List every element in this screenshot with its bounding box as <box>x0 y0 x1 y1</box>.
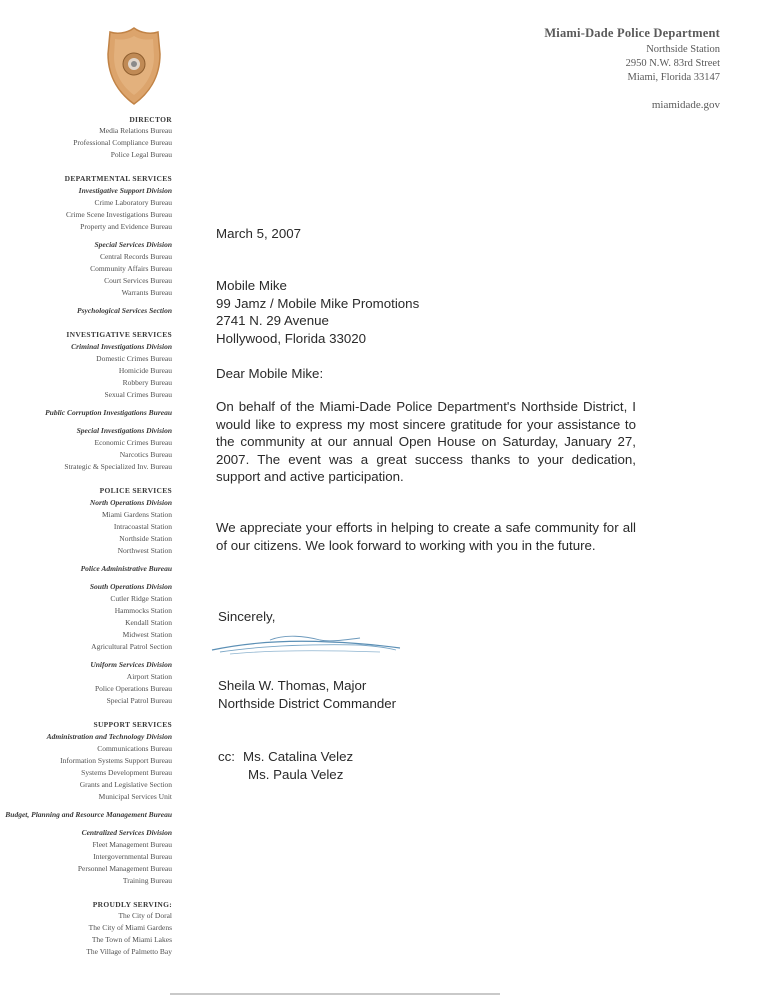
recipient-company: 99 Jamz / Mobile Mike Promotions <box>216 295 420 311</box>
directory-item: Northwest Station <box>117 546 172 555</box>
directory-item: Training Bureau <box>122 876 172 885</box>
directory-item: Intergovernmental Bureau <box>93 852 172 861</box>
directory-item: Northside Station <box>119 534 172 543</box>
directory-item: Community Affairs Bureau <box>90 264 172 273</box>
directory-item: Robbery Bureau <box>122 378 172 387</box>
directory-item: The Village of Palmetto Bay <box>86 947 172 956</box>
directory-item: Police Legal Bureau <box>110 150 172 159</box>
department-directory-sidebar <box>2 114 172 970</box>
directory-item: Special Patrol Bureau <box>106 696 172 705</box>
directory-item: Airport Station <box>126 672 172 681</box>
directory-division: Special Services Division <box>94 240 172 249</box>
cc-block <box>218 748 353 784</box>
directory-section-title: DIRECTOR <box>129 115 172 124</box>
directory-section <box>2 114 172 161</box>
directory-item: Miami Gardens Station <box>102 510 172 519</box>
directory-item: Midwest Station <box>122 630 172 639</box>
directory-item: Narcotics Bureau <box>119 450 172 459</box>
directory-item: Municipal Services Unit <box>98 792 172 801</box>
directory-item: Agricultural Patrol Section <box>91 642 172 651</box>
directory-spacer <box>2 233 172 238</box>
directory-item: Communications Bureau <box>97 744 172 753</box>
directory-spacer <box>2 821 172 826</box>
directory-item: Personnel Management Bureau <box>77 864 172 873</box>
directory-item: The City of Doral <box>118 911 172 920</box>
organization-name: Miami-Dade Police Department <box>544 26 720 40</box>
directory-item: Intracoastal Station <box>113 522 172 531</box>
directory-item: Warrants Bureau <box>121 288 172 297</box>
directory-division: Investigative Support Division <box>78 186 172 195</box>
directory-item: Crime Scene Investigations Bureau <box>65 210 172 219</box>
directory-item: The City of Miami Gardens <box>88 923 172 932</box>
directory-item: Fleet Management Bureau <box>92 840 172 849</box>
directory-spacer <box>2 299 172 304</box>
cc-recipient: Ms. Catalina Velez <box>243 749 354 764</box>
directory-division: Uniform Services Division <box>90 660 172 669</box>
directory-division: Public Corruption Investigations Bureau <box>45 408 172 417</box>
letter-date: March 5, 2007 <box>216 226 302 241</box>
directory-item: Kendall Station <box>125 618 172 627</box>
directory-section-title: DEPARTMENTAL SERVICES <box>64 174 172 183</box>
directory-division: Centralized Services Division <box>81 828 172 837</box>
directory-section <box>2 329 172 473</box>
directory-item: Professional Compliance Bureau <box>73 138 172 147</box>
directory-division: Special Investigations Division <box>76 426 172 435</box>
directory-division: Psychological Services Section <box>77 306 172 315</box>
directory-item: Police Operations Bureau <box>94 684 172 693</box>
directory-item: Information Systems Support Bureau <box>60 756 172 765</box>
city-state-zip: Miami, Florida 33147 <box>627 72 720 83</box>
body-paragraph-2: We appreciate your efforts in helping to create a safe community for all of our citizens. We look forward to working with you in the future. <box>216 520 636 553</box>
letterhead-address <box>544 26 720 111</box>
directory-item: Court Services Bureau <box>104 276 172 285</box>
directory-item: The Town of Miami Lakes <box>91 935 172 944</box>
directory-spacer <box>2 575 172 580</box>
directory-section-title: SUPPORT SERVICES <box>93 720 172 729</box>
signature-block <box>218 677 396 713</box>
directory-section-title: INVESTIGATIVE SERVICES <box>66 330 172 339</box>
directory-item: Systems Development Bureau <box>81 768 172 777</box>
street-address: 2950 N.W. 83rd Street <box>625 58 720 69</box>
body-paragraph-1: On behalf of the Miami-Dade Police Department's Northside District, I would like to express my most sincere gratitude for your assistance to the community at our annual Open House on Saturday, January 27, 2007. The event was a great success thanks to your dedication, support and active participation. <box>216 399 636 484</box>
directory-spacer <box>2 653 172 658</box>
directory-spacer <box>2 401 172 406</box>
directory-spacer <box>2 557 172 562</box>
station-name: Northside Station <box>646 44 720 55</box>
directory-spacer <box>2 803 172 808</box>
directory-item: Grants and Legislative Section <box>79 780 172 789</box>
salutation: Dear Mobile Mike: <box>216 366 324 381</box>
website-link[interactable]: miamidade.gov <box>651 99 720 111</box>
directory-division: Budget, Planning and Resource Management Bureau <box>5 810 172 819</box>
police-badge-logo <box>104 26 164 106</box>
signer-name: Sheila W. Thomas, Major <box>218 678 367 693</box>
directory-item: Media Relations Bureau <box>99 126 172 135</box>
directory-division: North Operations Division <box>89 498 172 507</box>
recipient-address <box>216 277 419 347</box>
signer-title: Northside District Commander <box>218 696 397 711</box>
directory-section <box>2 485 172 707</box>
directory-division: Police Administrative Bureau <box>80 564 172 573</box>
directory-section <box>2 173 172 317</box>
directory-section <box>2 899 172 958</box>
directory-item: Strategic & Specialized Inv. Bureau <box>64 462 172 471</box>
directory-item: Cutler Ridge Station <box>110 594 172 603</box>
directory-section-title: POLICE SERVICES <box>99 486 172 495</box>
cc-recipient: Ms. Paula Velez <box>248 767 344 782</box>
scan-artifact <box>170 993 500 995</box>
recipient-street: 2741 N. 29 Avenue <box>216 313 329 328</box>
closing: Sincerely, <box>218 609 276 624</box>
directory-division: Criminal Investigations Division <box>71 342 172 351</box>
directory-item: Central Records Bureau <box>99 252 172 261</box>
directory-item: Sexual Crimes Bureau <box>104 390 172 399</box>
cc-label: cc: <box>218 749 235 764</box>
directory-item: Domestic Crimes Bureau <box>96 354 172 363</box>
directory-item: Economic Crimes Bureau <box>94 438 172 447</box>
handwritten-signature <box>210 628 410 658</box>
directory-section <box>2 719 172 887</box>
directory-item: Hammocks Station <box>114 606 172 615</box>
recipient-city: Hollywood, Florida 33020 <box>216 330 367 346</box>
recipient-name: Mobile Mike <box>216 278 287 293</box>
directory-item: Property and Evidence Bureau <box>80 222 172 231</box>
directory-spacer <box>2 419 172 424</box>
directory-item: Crime Laboratory Bureau <box>94 198 172 207</box>
directory-item: Homicide Bureau <box>118 366 172 375</box>
directory-division: Administration and Technology Division <box>46 732 172 741</box>
directory-section-title: PROUDLY SERVING: <box>92 900 172 909</box>
directory-division: South Operations Division <box>89 582 172 591</box>
